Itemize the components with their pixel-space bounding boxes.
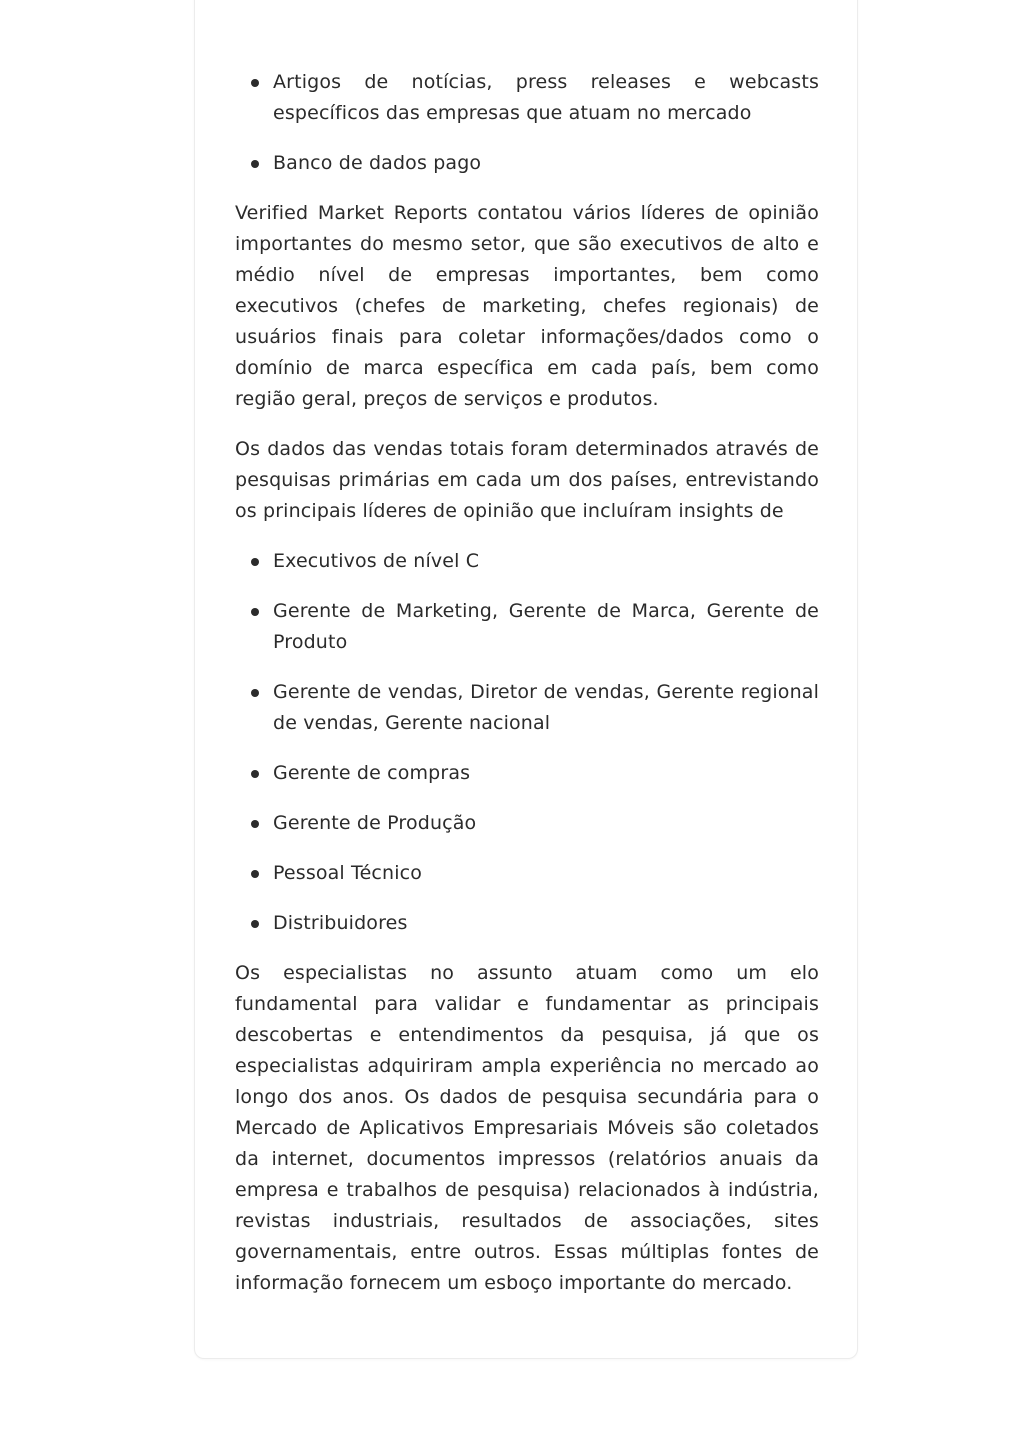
paragraph: Verified Market Reports contatou vários líderes de opinião importantes do mesmo setor, que são executivos de alto e médio nível de empresas importantes, bem como executivos (chefes de marketing, chefes regionais) de usuários finais para coletar informações/dados como o domínio de marca específica em cada país, bem como região geral, preços de serviços e produtos. <box>235 202 819 410</box>
bullet-icon <box>251 870 259 878</box>
list-item-text: Gerente de vendas, Diretor de vendas, Gerente regional de vendas, Gerente nacional <box>273 681 819 734</box>
list-item-text: Gerente de Marketing, Gerente de Marca, Gerente de Produto <box>273 600 819 653</box>
interviewee-list <box>235 546 819 939</box>
list-item-text: Executivos de nível C <box>273 550 480 572</box>
list-item-text: Gerente de compras <box>273 762 471 784</box>
source-list <box>235 67 819 179</box>
bullet-icon <box>251 820 259 828</box>
list-item <box>235 858 819 889</box>
bullet-icon <box>251 160 259 168</box>
list-item-text: Pessoal Técnico <box>273 862 423 884</box>
list-item <box>235 908 819 939</box>
list-item-text: Artigos de notícias, press releases e webcasts específicos das empresas que atuam no mercado <box>273 71 819 124</box>
article-card <box>194 0 858 1359</box>
list-item-text: Distribuidores <box>273 912 408 934</box>
list-item <box>235 677 819 739</box>
paragraph: Os especialistas no assunto atuam como um elo fundamental para validar e fundamentar as principais descobertas e entendimentos da pesquisa, já que os especialistas adquiriram ampla experiência no mercado ao longo dos anos. Os dados de pesquisa secundária para o Mercado de Aplicativos Empresariais Móveis são coletados da internet, documentos impressos (relatórios anuais da empresa e trabalhos de pesquisa) relacionados à indústria, revistas industriais, resultados de associações, sites governamentais, entre outros. Essas múltiplas fontes de informação fornecem um esboço importante do mercado. <box>235 962 819 1294</box>
bullet-icon <box>251 770 259 778</box>
list-item <box>235 67 819 129</box>
list-item <box>235 546 819 577</box>
bullet-icon <box>251 79 259 87</box>
article-content <box>235 67 819 1318</box>
paragraph: Os dados das vendas totais foram determinados através de pesquisas primárias em cada um dos países, entrevistando os principais líderes de opinião que incluíram insights de <box>235 438 819 522</box>
bullet-icon <box>251 558 259 566</box>
bullet-icon <box>251 689 259 697</box>
list-item <box>235 596 819 658</box>
list-item-text: Gerente de Produção <box>273 812 477 834</box>
list-item-text: Banco de dados pago <box>273 152 482 174</box>
bullet-icon <box>251 920 259 928</box>
bullet-icon <box>251 608 259 616</box>
list-item <box>235 808 819 839</box>
list-item <box>235 758 819 789</box>
list-item <box>235 148 819 179</box>
